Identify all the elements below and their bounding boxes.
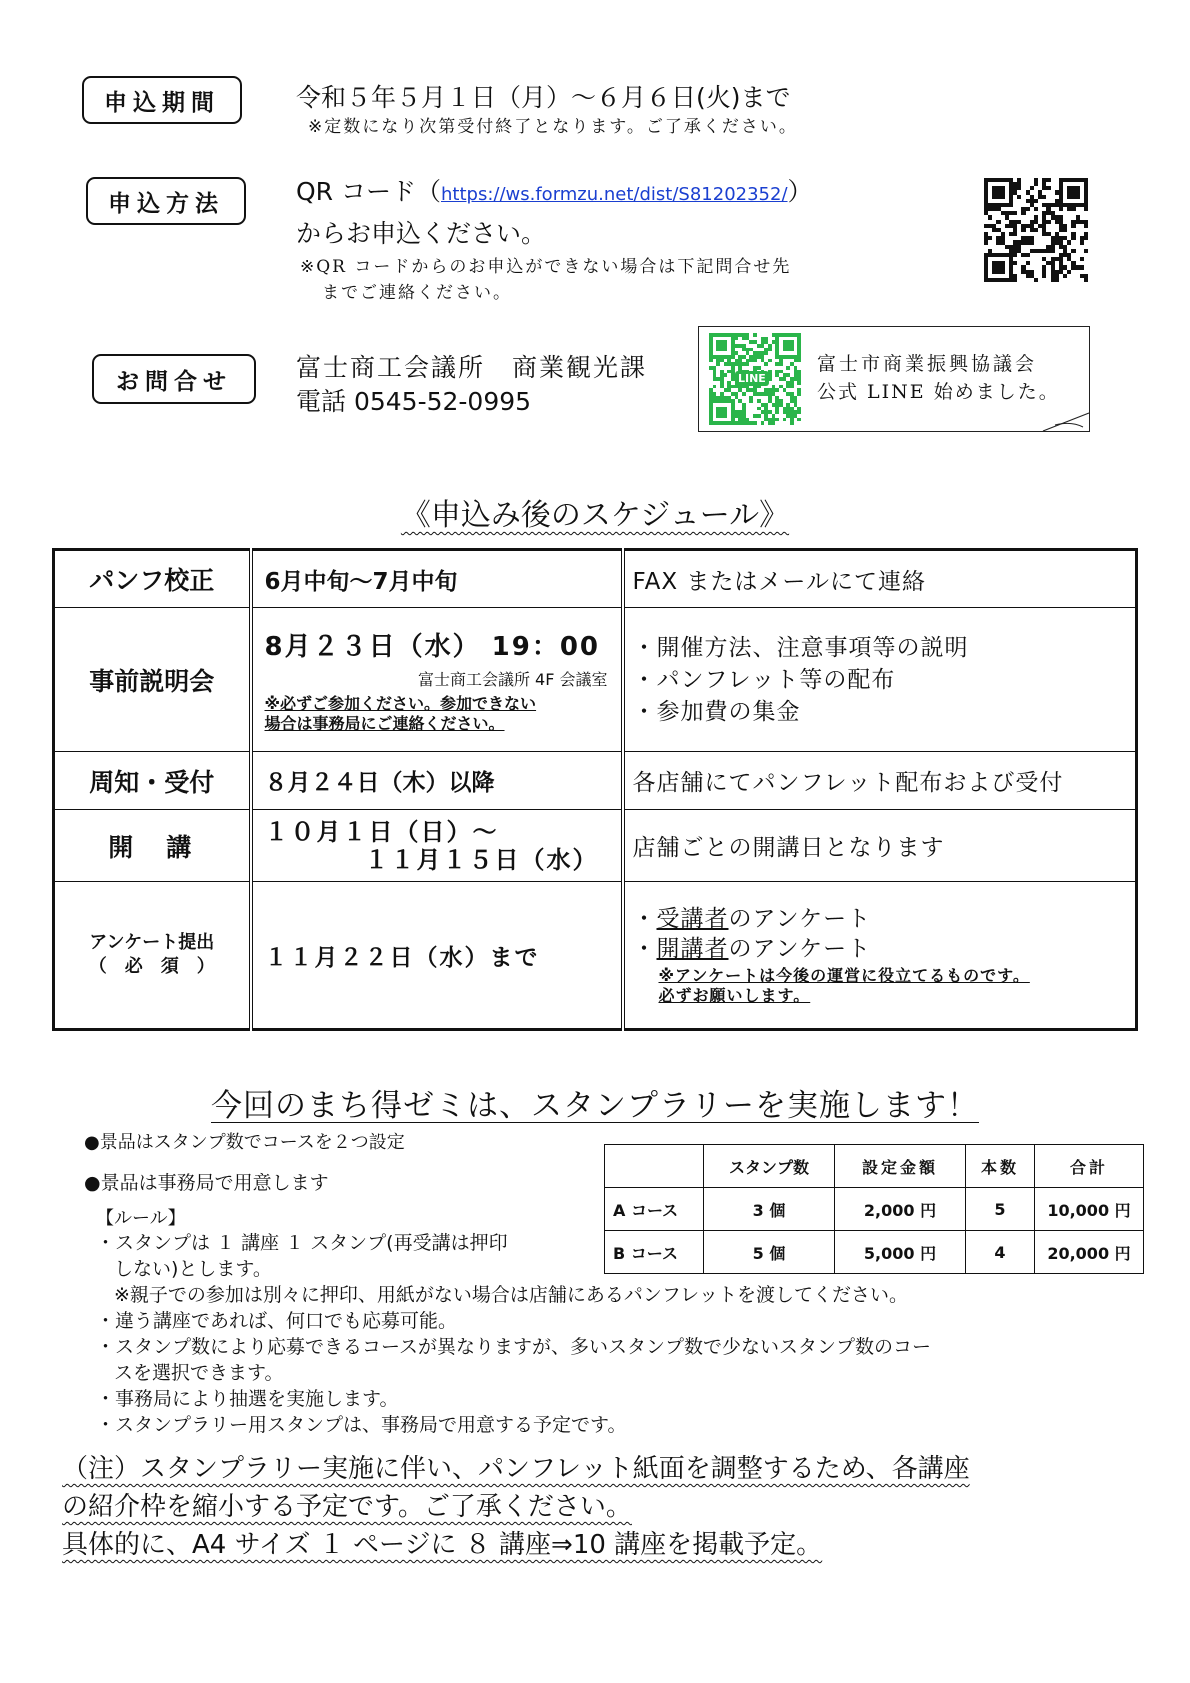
amount: 2,000 円 [835,1188,966,1231]
total: 20,000 円 [1035,1231,1144,1274]
table-header: スタンプ数 [704,1145,835,1188]
list-item: ・開催方法、注意事項等の説明 [632,634,969,661]
stamp-rule-label: 【ルール】 [96,1208,186,1229]
note-line2: の紹介枠を縮小する予定です。ご了承ください。 [62,1492,632,1522]
table-row [605,1231,1144,1274]
period-label: 申込期間 [82,76,242,124]
contact-tel: 電話 0545-52-0995 [296,387,532,416]
amount: 5,000 円 [835,1231,966,1274]
stamp-bullet1: ●景品はスタンプ数でコースを２つ設定 [84,1132,405,1153]
stamp-count: 3 個 [704,1188,835,1231]
list-item: ・受講者のアンケート [632,906,872,932]
schedule-date: 6月中旬～7月中旬 [251,550,623,608]
list-item: ・参加費の集金 [632,698,801,725]
notes [62,1450,970,1564]
schedule-name: 周知・受付 [54,752,251,810]
line-text2: 公式 LINE 始めました。 [817,381,1060,403]
method-note2: までご連絡ください。 [322,283,512,303]
form-url-link[interactable]: https://ws.formzu.net/dist/S81202352/ [441,184,788,205]
schedule-date: ８月２４日（木）以降 [251,752,623,810]
schedule-date-end: １１月１５日（水） [364,845,599,874]
stamp-count: 5 個 [704,1231,835,1274]
schedule-warning: ※必ずご参加ください。参加できない 場合は事務局にご連絡ください。 [264,693,537,733]
course-name: A コース [605,1188,704,1231]
method-note1: ※QR コードからのお申込ができない場合は下記問合せ先 [300,257,792,277]
table-row [54,882,1137,1030]
quantity: 5 [966,1188,1035,1231]
stamp-rule: ・スタンプは １ 講座 １ スタンプ(再受講は押印 しない)とします。 ※親子での参加は別々に押印、用紙がない場合は店舗にあるパンフレットを渡してください。 ・違う講座であれば、何口でも応募可能。 ・スタンプ数により応募できるコースが異なりますが、多いスタンプ数で少ないスタンプ数のコー スを選択できます。 ・事務局により抽選を実施します。 ・スタンプラリー用スタンプは、事務局で用意する予定です。 [96,1232,932,1436]
schedule-name: 開 講 [54,810,251,882]
table-header: 本数 [966,1145,1035,1188]
note-line1: （注）スタンプラリー実施に伴い、パンフレット紙面を調整するため、各講座 [62,1454,970,1484]
method-qr-suffix: ） [787,177,813,206]
schedule-date: １１月２２日（水）まで [251,882,623,1030]
method-qr-line [296,172,813,208]
method-line2: からお申込ください。 [296,219,547,248]
schedule-warning: ※アンケートは今後の運営に役立てるものです。 必ずお願いします。 [658,966,1030,1005]
page-curl-icon [1041,411,1091,433]
schedule-name-sub: （ 必 須 ） [88,956,215,977]
table-header: 設定金額 [835,1145,966,1188]
list-item: ・パンフレット等の配布 [632,666,896,693]
table-row [54,608,1137,752]
stamp-title: 今回のまち得ゼミは、スタンプラリーを実施します！ [211,1088,979,1124]
schedule-desc: 各店舗にてパンフレット配布および受付 [623,752,1137,810]
form-qr-code[interactable] [984,178,1088,282]
schedule-title: 《申込み後のスケジュール》 [400,498,790,533]
quantity: 4 [966,1231,1035,1274]
table-header: 合計 [1035,1145,1144,1188]
table-row [605,1145,1144,1188]
period-note: ※定数になり次第受付終了となります。ご了承ください。 [308,117,798,137]
table-row [54,752,1137,810]
line-card[interactable] [698,326,1090,432]
total: 10,000 円 [1035,1188,1144,1231]
note-line3: 具体的に、A4 サイズ １ ページに ８ 講座⇒10 講座を掲載予定。 [62,1530,823,1560]
contact-label: お問合せ [92,354,256,404]
table-row [54,550,1137,608]
schedule-place: 富士商工会議所 4F 会議室 [417,669,608,689]
table-row [605,1188,1144,1231]
method-qr-prefix: QR コード（ [296,177,441,206]
schedule-date: 8月２３日（水） 19：00 [264,631,601,662]
schedule-date-start: １０月１日（日）～ [264,817,499,846]
schedule-name: パンフ校正 [54,550,251,608]
line-badge: LINE [735,371,769,386]
schedule-name: アンケート提出 [89,932,215,953]
list-item: ・開講者のアンケート [632,936,872,962]
table-row [54,810,1137,882]
schedule-table [52,548,1138,1031]
schedule-name: 事前説明会 [54,608,251,752]
course-name: B コース [605,1231,704,1274]
stamp-bullet2: ●景品は事務局で用意します [84,1172,329,1194]
line-text1: 富士市商業振興協議会 [817,353,1038,375]
method-label: 申込方法 [86,177,246,225]
period-text: 令和５年５月１日（月）～６月６日(火)まで [296,83,791,112]
contact-org: 富士商工会議所 商業観光課 [296,353,648,382]
stamp-course-table [604,1144,1144,1274]
schedule-desc: FAX またはメールにて連絡 [623,550,1137,608]
schedule-desc: 店舗ごとの開講日となります [623,810,1137,882]
